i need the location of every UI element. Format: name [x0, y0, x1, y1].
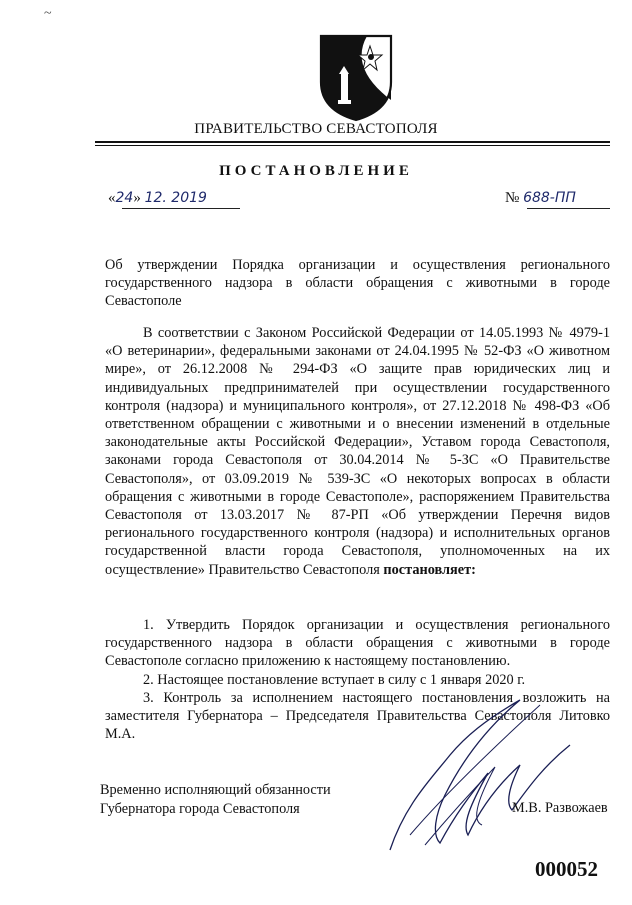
number-prefix: №	[505, 190, 520, 206]
resolution-item-3: 3. Контроль за исполнением настоящего постановления возложить на заместителя Губернатора – Председателя Правительства Севастополя Литовко М.А.	[105, 689, 610, 743]
corner-mark: ~	[44, 6, 52, 21]
preamble-text: В соответствии с Законом Российской Федерации от 14.05.1993 № 4979-1 «О ветеринарии», федеральными законами от 24.04.1995 № 52-ФЗ «О животном мире», от 26.12.2008 № 294-ФЗ «О защите прав юридических лиц и индивидуальных предпринимателей при осуществлении государственного контроля (надзора) и муниципального контроля», от 27.12.2018 № 498-ФЗ «Об ответственном обращении с животными и о внесении изменений в отдельные законодательные акты Российской Федерации», Уставом города Севастополя, законами города Севастополя от 30.04.2014 № 5-ЗС «О Правительстве Севастополя», от 03.09.2019 № 539-ЗС «О некоторых вопросах в области обращения с животными в городе Севастополе», распоряжением Правительства Севастополя от 13.03.2017 № 87-РП «Об утверждении Перечня видов регионального государственного контроля (надзора) и исполнительных органов государственной власти города Севастополя, уполномоченных на их осуществление» Правительство Севастополя	[105, 325, 610, 578]
government-title: ПРАВИТЕЛЬСТВО СЕВАСТОПОЛЯ	[194, 121, 438, 137]
document-date	[108, 190, 207, 207]
serial-number: 000052	[535, 857, 598, 881]
date-day: 24	[115, 190, 134, 206]
date-quote-close: »	[133, 190, 141, 206]
header-rule-thick	[95, 141, 610, 143]
resolves-word: постановляет:	[383, 561, 476, 578]
signatory-title-line1: Временно исполняющий обязанности	[100, 782, 331, 798]
signatory-title-line2: Губернатора города Севастополя	[100, 801, 300, 817]
number-value: 688-ПП	[523, 190, 576, 206]
header-rule-thin	[95, 145, 610, 146]
resolution-item-1: 1. Утвердить Порядок организации и осуществления регионального государственного надзора в области обращения с животными в городе Севастополе согласно приложению к настоящему постановлению.	[105, 617, 610, 670]
handwritten-signature	[370, 685, 580, 860]
document-type-heading: ПОСТАНОВЛЕНИЕ	[219, 163, 413, 179]
signatory-name: М.В. Развожаев	[512, 800, 608, 816]
document-number	[505, 190, 576, 207]
date-quote-open: «	[108, 190, 116, 206]
number-underline	[527, 208, 610, 209]
preamble-paragraph	[105, 324, 610, 579]
document-subject: Об утверждении Порядка организации и осуществления регионального государственного надзора в области обращения с животными в городе Севастополе	[105, 257, 610, 309]
sevastopol-coat-of-arms-icon	[315, 30, 397, 122]
date-underline	[122, 208, 240, 209]
resolution-item-2: 2. Настоящее постановление вступает в силу с 1 января 2020 г.	[143, 671, 526, 688]
signatory-title	[100, 781, 331, 819]
date-month-year: 12. 2019	[144, 190, 207, 206]
